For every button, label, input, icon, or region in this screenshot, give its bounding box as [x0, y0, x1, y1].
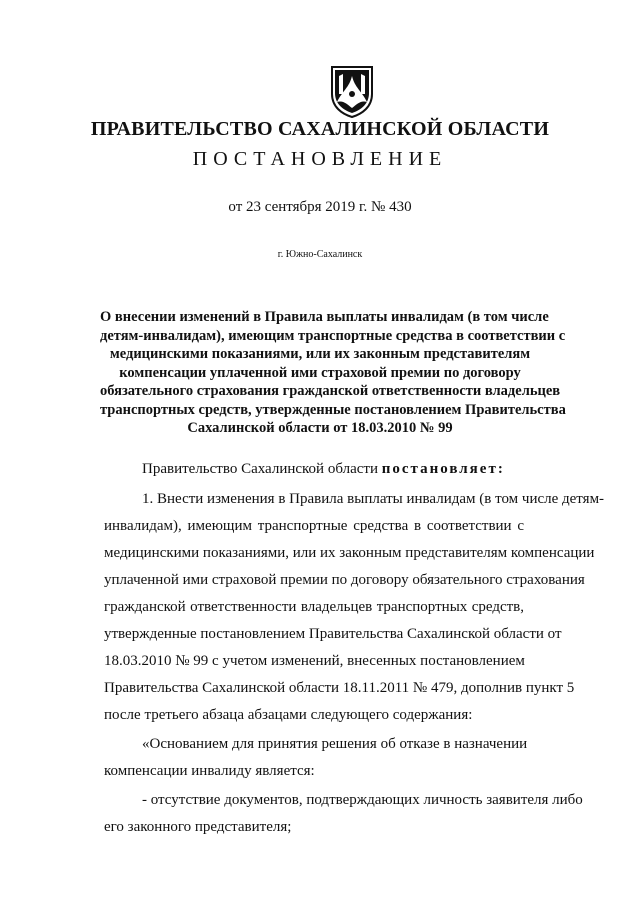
body-line: медицинскими показаниями, или их законным представителям компенсации: [104, 545, 595, 561]
subject-line: медицинскими показаниями, или их законным представителям: [109, 346, 531, 362]
document-city: г. Южно-Сахалинск: [277, 249, 363, 260]
preamble-text: Правительство Сахалинской области: [142, 461, 382, 477]
body-line: его законного представителя;: [104, 819, 292, 835]
subject-line: О внесении изменений в Правила выплаты инвалидам (в том числе: [100, 309, 549, 325]
subject-line: обязательного страхования гражданской ответственности владельцев: [100, 383, 561, 399]
preamble-keyword: постановляет:: [381, 461, 505, 477]
subject-line: транспортных средств, утвержденные постановлением Правительства: [100, 401, 566, 418]
subject-line: компенсации уплаченной ими страховой премии по договору: [119, 364, 521, 381]
body-line: утвержденные постановлением Правительства Сахалинской области от: [104, 626, 562, 642]
body-line: «Основанием для принятия решения об отказе в назначении: [142, 736, 528, 752]
preamble: [142, 461, 505, 478]
body-line: инвалидам), имеющим транспортные средства в соответствии с: [104, 518, 524, 534]
organization-title: ПРАВИТЕЛЬСТВО САХАЛИНСКОЙ ОБЛАСТИ: [90, 118, 550, 140]
document-type: ПОСТАНОВЛЕНИЕ: [192, 148, 448, 170]
body-line: - отсутствие документов, подтверждающих личность заявителя либо: [142, 792, 583, 808]
document-date-number: от 23 сентября 2019 г. № 430: [228, 199, 412, 215]
body-line: гражданской ответственности владельцев транспортных средств,: [104, 599, 524, 615]
body-line: 1. Внести изменения в Правила выплаты инвалидам (в том числе детям-: [142, 491, 605, 507]
document-body: [104, 486, 605, 841]
body-line: 18.03.2010 № 99 с учетом изменений, внесенных постановлением: [104, 653, 525, 669]
body-line: после третьего абзаца абзацами следующего содержания:: [104, 707, 473, 723]
body-line: Правительства Сахалинской области 18.11.2011 № 479, дополнив пункт 5: [104, 680, 575, 696]
body-line: уплаченной ими страховой премии по договору обязательного страхования: [104, 572, 585, 588]
body-line: компенсации инвалиду является:: [104, 763, 315, 779]
document-subject: [100, 308, 566, 438]
subject-line: Сахалинской области от 18.03.2010 № 99: [187, 420, 453, 436]
subject-line: детям-инвалидам), имеющим транспортные средства в соответствии с: [100, 327, 566, 344]
coat-of-arms-icon: [329, 64, 375, 118]
